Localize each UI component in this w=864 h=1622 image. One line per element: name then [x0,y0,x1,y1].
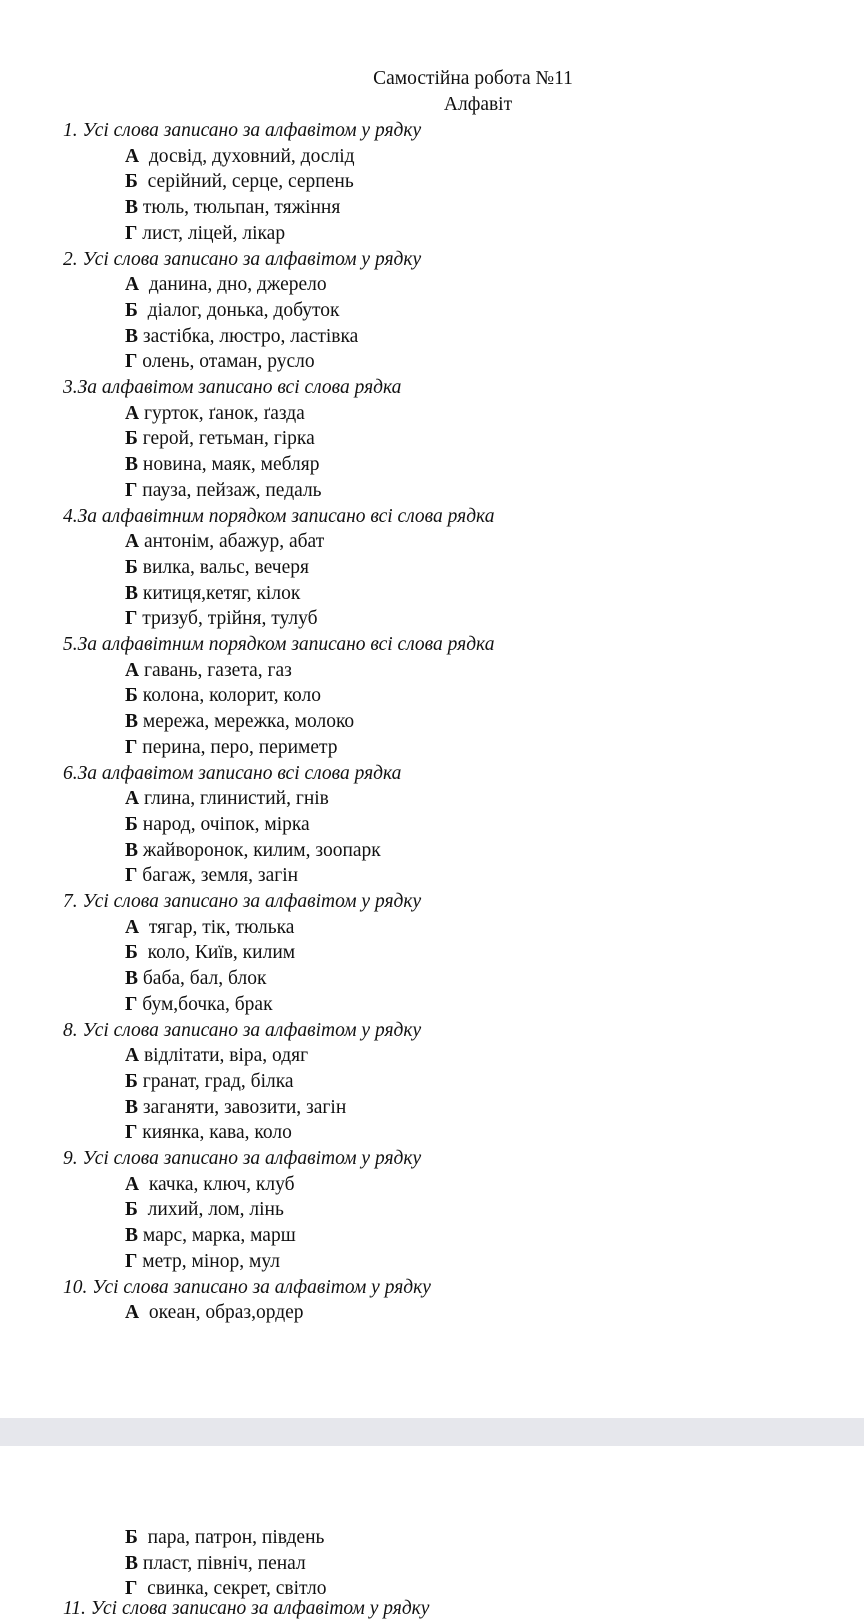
option-text: діалог, донька, добуток [147,299,340,321]
option-letter: А [125,1302,140,1324]
option-text: марс, марка, марш [142,1225,296,1247]
answer-option [125,1172,295,1198]
answer-option [125,683,321,709]
option-letter: А [125,402,140,424]
answer-option [125,195,340,221]
answer-option [125,1551,306,1577]
answer-option [125,298,340,324]
answer-option [125,786,329,812]
option-text: заганяти, завозити, загін [142,1096,347,1118]
answer-option [125,426,315,452]
answer-option [125,272,327,298]
option-letter: Г [125,1250,138,1272]
option-letter: Г [125,1578,138,1600]
answer-option [125,1197,284,1223]
option-letter: Г [125,993,138,1015]
option-text: метр, мінор, мул [142,1250,280,1272]
option-letter: В [125,711,139,733]
option-text: коло, Київ, килим [147,942,296,964]
option-letter: В [125,839,139,861]
answer-option [125,221,285,247]
option-text: качка, ключ, клуб [148,1173,295,1195]
answer-option [125,1223,296,1249]
option-letter: В [125,1225,139,1247]
answer-option [125,1043,308,1069]
option-letter: Б [125,299,138,321]
option-letter: Г [125,1122,138,1144]
answer-option [125,915,294,941]
option-text: данина, дно, джерело [148,274,327,296]
answer-option [125,144,355,170]
option-letter: Г [125,608,138,630]
question-text: 4.За алфавітним порядком записано всі слова рядка [63,505,495,527]
answer-option [125,735,338,761]
option-letter: В [125,454,139,476]
question-text: 2. Усі слова записано за алфавітом у рядку [63,248,422,270]
answer-option [125,581,300,607]
question-text: 9. Усі слова записано за алфавітом у рядку [63,1148,422,1169]
option-letter: В [125,1552,139,1574]
option-text: гавань, газета, газ [143,659,292,681]
option-letter: Б [125,1070,138,1092]
answer-option [125,555,309,581]
option-text: відлітати, віра, одяг [143,1045,309,1067]
answer-option [125,1525,324,1551]
option-letter: Б [125,813,138,835]
option-letter: А [125,531,140,553]
option-letter: В [125,968,139,990]
option-text: досвід, духовний, дослід [148,145,355,167]
option-text: мережа, мережка, молоко [142,711,355,733]
option-text: антонім, абажур, абат [143,531,325,553]
option-text: колона, колорит, коло [142,685,321,707]
question-text: 3.За алфавітом записано всі слова рядка [63,377,402,398]
option-letter: А [125,916,140,938]
option-letter: Б [125,556,138,578]
question-text: 10. Усі слова записано за алфавітом у рядку [63,1276,431,1298]
option-letter: А [125,659,140,681]
option-letter: А [125,1173,140,1195]
answer-option [125,1120,292,1146]
document-page-2 [0,1446,864,1619]
option-letter: Б [125,1199,138,1221]
question-text: 8. Усі слова записано за алфавітом у рядку [63,1019,422,1041]
option-text: жайворонок, килим, зоопарк [142,839,381,861]
answer-option [125,401,305,427]
question-text: 1. Усі слова записано за алфавітом у рядку [63,120,422,141]
document-title: Самостійна робота №11 [373,68,573,89]
option-text: вилка, вальс, вечеря [142,556,309,578]
option-text: олень, отаман, русло [142,351,315,373]
answer-option [125,169,354,195]
option-letter: В [125,582,139,604]
answer-option [125,992,273,1018]
option-text: багаж, земля, загін [142,865,299,887]
option-letter: Б [125,171,138,193]
answer-option [125,606,318,632]
option-letter: Г [125,222,138,244]
option-text: киянка, кава, коло [142,1122,292,1144]
option-text: гранат, град, білка [142,1070,294,1092]
option-text: герой, гетьман, гірка [142,428,315,450]
option-text: лист, ліцей, лікар [142,222,286,244]
answer-option [125,812,310,838]
option-text: гурток, ґанок, ґазда [143,402,305,424]
answer-option [125,863,298,889]
option-letter: А [125,274,140,296]
answer-option [125,1069,294,1095]
answer-option [125,658,292,684]
document-subtitle: Алфавіт [443,94,513,115]
page-separator [0,1418,864,1446]
option-text: новина, маяк, мебляр [142,454,320,476]
option-text: тризуб, трійня, тулуб [142,608,318,630]
option-letter: Б [125,685,138,707]
option-text: бум,бочка, брак [142,993,273,1015]
answer-option [125,940,295,966]
question-text: 7. Усі слова записано за алфавітом у рядку [63,891,422,912]
option-text: перина, перо, периметр [142,736,338,758]
option-letter: Б [125,1527,138,1548]
option-letter: А [125,145,140,167]
option-text: глина, глинистий, гнів [143,788,329,810]
answer-option [125,452,320,478]
answer-option [125,1249,280,1275]
option-letter: В [125,325,139,347]
answer-option [125,324,358,350]
answer-option [125,838,381,864]
answer-option [125,529,324,555]
option-letter: Г [125,479,138,501]
option-text: пауза, пейзаж, педаль [142,479,322,501]
option-text: народ, очіпок, мірка [142,813,310,835]
option-letter: А [125,788,140,810]
option-text: лихий, лом, лінь [147,1199,284,1221]
option-text: китиця,кетяг, кілок [142,582,301,604]
option-text: тюль, тюльпан, тяжіння [142,197,341,219]
answer-option [125,349,315,375]
option-letter: Б [125,428,138,450]
option-text: пласт, північ, пенал [142,1552,306,1574]
answer-option [125,1095,346,1121]
question-text: 5.За алфавітним порядком записано всі слова рядка [63,634,495,655]
option-letter: В [125,1096,139,1118]
option-text: пара, патрон, південь [147,1527,325,1548]
option-letter: А [125,1045,140,1067]
option-letter: В [125,197,139,219]
cut-off-question [63,1598,583,1619]
option-letter: Г [125,351,138,373]
answer-option [125,709,354,735]
question-text: 6.За алфавітом записано всі слова рядка [63,762,402,784]
option-letter: Г [125,736,138,758]
option-text: свинка, секрет, світло [147,1578,327,1600]
option-text: баба, бал, блок [142,968,267,990]
option-letter: Б [125,942,138,964]
option-text: тягар, тік, тюлька [148,916,295,938]
answer-option [125,1300,304,1326]
answer-option [125,478,322,504]
question-text: 11. Усі слова записано за алфавітом у рядку [63,1598,430,1619]
option-letter: Г [125,865,138,887]
option-text: серійний, серце, серпень [147,171,354,193]
option-text: застібка, люстро, ластівка [142,325,359,347]
answer-option [125,966,266,992]
option-text: океан, образ,ордер [148,1302,304,1324]
